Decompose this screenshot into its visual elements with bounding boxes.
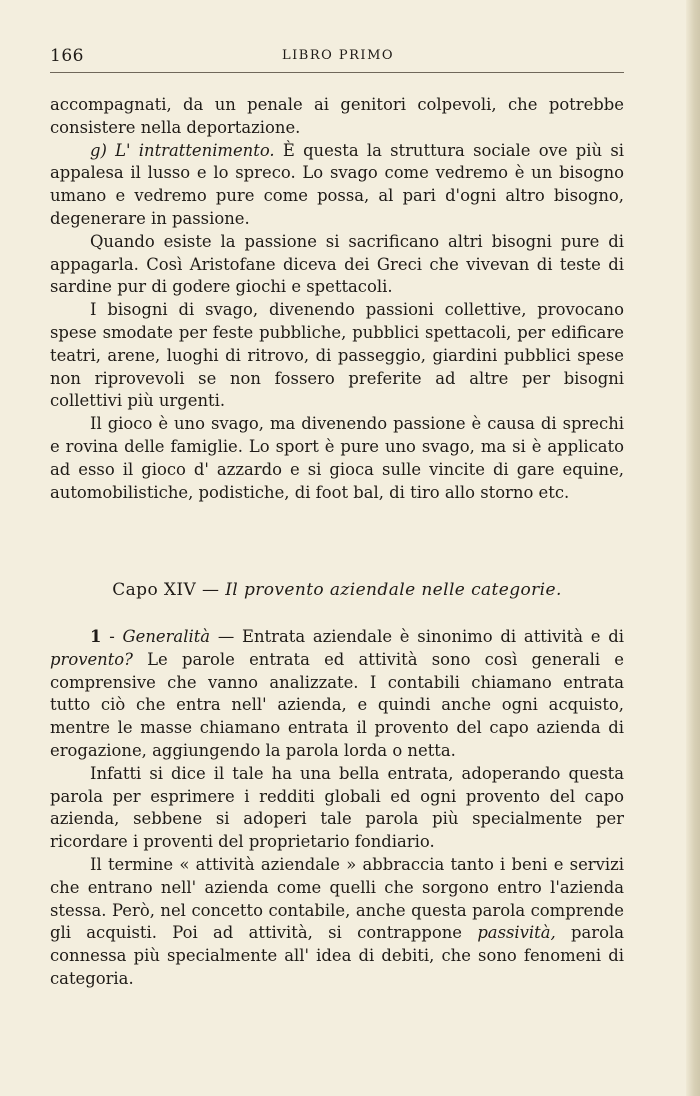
paragraph: 1 - Generalità — Entrata aziendale è sinonimo di attività e di provento? Le parole entrata ed attività sono così generali e comprensive che vanno analizzate. I contabili chiamano entrata tutto ciò che entra nell' azienda, e quindi anche ogni acquisto, mentre le masse chiamano entrata il provento del capo azienda di erogazione, aggiungendo la parola lorda o netta. bbox=[50, 627, 624, 760]
paragraph: accompagnati, da un penale ai genitori colpevoli, che potrebbe consistere nella deportazione. bbox=[50, 95, 624, 137]
page-edge bbox=[686, 0, 700, 1096]
paragraph-label: g) L' intrattenimento. bbox=[90, 140, 275, 160]
running-title: LIBRO PRIMO bbox=[282, 48, 395, 63]
page-header bbox=[50, 46, 624, 66]
paragraph: Infatti si dice il tale ha una bella entrata, adoperando questa parola per esprimere i redditi globali ed ogni provento del capo azienda, sebbene si adoperi tale parola più specialmente per ricordare i proventi del proprietario fondiario. bbox=[50, 763, 624, 852]
section-heading: Generalità bbox=[122, 627, 211, 646]
chapter-title: Il provento aziendale nelle categorie. bbox=[225, 580, 562, 600]
emphasized-term: provento? bbox=[50, 649, 133, 669]
paragraph: I bisogni di svago, divenendo passioni collettive, provocano spese smodate per feste pubbliche, pubblici spettacoli, per edificare teatri, arene, luoghi di ritrovo, di passeggio, giardini pubblici spese non riprovevoli se non fossero preferite ad altre per bisogni collettivi più urgenti. bbox=[50, 300, 624, 411]
section-number: 1 bbox=[90, 627, 102, 646]
body-text bbox=[50, 94, 624, 504]
paragraph: g) L' intrattenimento. È questa la struttura sociale ove più si appalesa il lusso e lo spreco. Lo svago come vedremo è un bisogno umano e vedremo pure come possa, al pari d'ogni altro bisogno, degenerare in passione. bbox=[50, 140, 624, 228]
page-number: 166 bbox=[50, 46, 84, 66]
paragraph: Il termine « attività aziendale » abbraccia tanto i beni e servizi che entrano nell' azienda come quelli che sorgono entro l'azienda stessa. Però, nel concetto contabile, anche questa parola comprende gli acquisti. Poi ad attività, si contrappone passività, parola connessa più specialmente all' idea di debiti, che sono fenomeni di categoria. bbox=[50, 854, 624, 988]
section-text bbox=[50, 626, 624, 991]
chapter-label: Capo XIV — bbox=[112, 580, 226, 600]
paragraph: Il gioco è uno svago, ma divenendo passione è causa di sprechi e rovina delle famiglie. Lo sport è pure uno svago, ma si è applicato ad esso il gioco d' azzardo e si gioca sulle vincite di gare equine, automobilistiche, podistiche, di foot bal, di tiro allo storno etc. bbox=[50, 414, 624, 502]
emphasized-term: passività, bbox=[477, 923, 556, 943]
paragraph: Quando esiste la passione si sacrificano altri bisogni pure di appagarla. Così Aristofane diceva dei Greci che vivevan di teste di sardine pur di godere giochi e spettacoli. bbox=[50, 231, 624, 297]
header-rule bbox=[50, 72, 624, 73]
chapter-heading bbox=[50, 580, 624, 600]
